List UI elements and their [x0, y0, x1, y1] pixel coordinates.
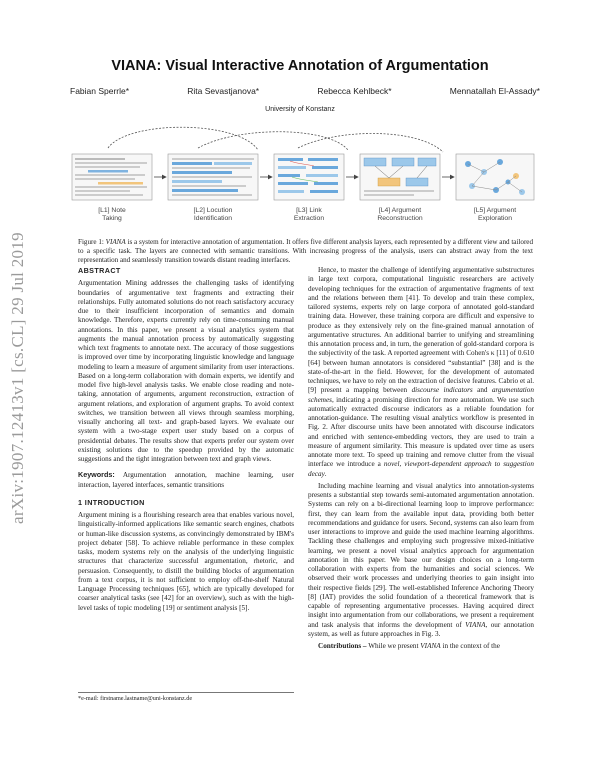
abstract-heading: ABSTRACT — [78, 266, 121, 275]
author: Rita Sevastjanova* — [187, 86, 260, 96]
figure-caption — [78, 238, 533, 266]
keywords-label: Keywords: — [78, 470, 115, 480]
layer-label: Extraction — [293, 215, 325, 222]
author-list — [70, 86, 540, 96]
paper-title: VIANA: Visual Interactive Annotation of Argumentation — [111, 58, 489, 74]
contributions-paragraph: Contributions – While we present VIANA in the context of the — [318, 642, 500, 650]
system-name: VIANA — [105, 238, 126, 246]
layer-view-locution-identification — [168, 154, 258, 200]
author: Rebecca Kehlbeck* — [317, 86, 392, 96]
keywords — [78, 470, 294, 490]
abstract-text: Argumentation Mining addresses the challenging tasks of identifying boundaries of argumentative text fragments and extracting their relationships. Fully automated solutions do not reach satisfactory accuracy due to their insufficient incorporation of semantics and domain knowledge. Therefore, experts currently rely on time-consuming manual annotations. In this paper, we present a visual analytics system that augments the manual annotation process by automatically suggesting which text fragments to annotate next. The accuracy of those suggestions is improved over time by incorporating linguistic knowledge and language modeling to learn a measure of argument similarity from user interactions. Based on a long-term collaboration with domain experts, we identify and model five high-level analysis tasks. We enable close reading and note-taking, annotation of arguments, argument reconstruction, extraction of argument relations, and exploration of argument graphs. To avoid context switches, we transition between all views through seamless morphing, visually anchoring all text- and graph-based layers. We evaluate our system with a two-stage expert user study based on a corpus of presidential debates. The results show that experts prefer our system over existing solutions due to the speedup provided by the automatic suggestions and the tight integration between text and graph views. — [78, 279, 294, 463]
layer-label: Taking — [102, 215, 122, 222]
arxiv-sidebar-stamp — [6, 180, 30, 580]
intro-paragraph: Argument mining is a flourishing research area that enables various novel, linguistically-informed applications like semantic search engines, chatbots or human-like discussion systems, as convincingly demonstrated by IBM's project debater [58]. To achieve reliable performance in these complex tasks, modern systems rely on the analysis of the underlying linguistic structures that characterize successful argumentation, rhetoric, and persuasion. Consequently, to distill the building blocks of argumentation from a text corpus, it is not sufficient to employ off-the-shelf Natural Language Processing techniques [65], which are typically developed for coarser analytical tasks (see [42] for an overview), such as with the high-level tasks of topic modeling [19] or sentiment analysis [5]. — [78, 511, 294, 612]
right-column — [308, 266, 534, 651]
layer-label: [L1] Note — [98, 207, 126, 214]
layer-view-link-extraction — [274, 154, 344, 200]
layer-label: [L4] Argument — [378, 207, 422, 214]
caption-label: Figure 1: — [78, 238, 106, 246]
left-column — [78, 266, 294, 613]
layer-label: [L3] Link — [296, 207, 322, 214]
layer-label: [L2] Locution — [193, 207, 233, 214]
affiliation: University of Konstanz — [265, 106, 335, 113]
intro-heading: 1 INTRODUCTION — [78, 497, 145, 507]
layer-view-note-taking — [72, 154, 152, 200]
transition-arc — [198, 132, 348, 150]
footnote: *e-mail: firstname.lastname@uni-konstanz.de — [78, 692, 294, 702]
layer-view-argument-exploration — [456, 154, 534, 200]
caption-text: is a system for interactive annotation of argumentation. It offers five different analysis layers, each represented by a different view and tailored to a specific task. The layers are connected with semantic transitions. With increasing progress of the analysis, users can abstract away from the text representation and seamlessly transition towards distant reading interfaces. — [78, 238, 534, 265]
layer-label: [L5] Argument — [473, 207, 517, 214]
keywords-text: Argumentation annotation, machine learning, user interaction, layered interfaces, semantic transitions — [78, 471, 294, 489]
teaser-figure — [68, 120, 538, 230]
body-paragraph: Hence, to master the challenge of identifying argumentative substructures in large text corpora, computational linguistic researchers are actively developing techniques for the extraction of argumentative fragments of text and the relations between them [41]. To develop and train these complex, tailored systems, experts rely on large corpora of annotated gold-standard training data. However, these training corpora are difficult and expensive to produce as they extensively rely on the fine-grained manual annotation of argumentative structures. An additional barrier to unifying and streamlining this annotation process and, in turn, the generation of gold-standard corpora is the subjectivity of the task. A reported agreement with Cohen's κ [11] of 0.610 [64] between human annotators is considered “substantial” [38] and is the state-of-the-art in the field. However, for the development of automated techniques, we have to rely on the extraction of decisive features. Cabrio et al. [9] present a mapping between discourse indicators and argumentation schemes, indicating a promising direction for more automation. We use such automatically extracted discourse indicators as a reliable foundation for annotation-guidance. The resulting visual analytics workflow is presented in Fig. 2. After discourse units have been annotated with discourse indicators and enriched with sentence-embedding vectors, they are used to train a measure of argument similarity. This measure is updated over time as users annotate more text. To speed up training and remove clutter from the visual interface we introduce a novel, viewport-dependent approach to suggestion decay. — [308, 266, 534, 478]
layer-label: Exploration — [477, 215, 513, 222]
body-paragraph: Including machine learning and visual analytics into annotation-systems presents a substantial step towards semi-automated argumentation annotation. Systems can rely on a bi-directional learning loop to improve performance: first, they can learn from the available input data, providing both better recommendations and guidance for users. Second, systems can also learn from user interactions to improve and guide the used machine learning algorithms. Tackling these challenges and employing such progressive mixed-initiative learning, we present a novel visual analytics approach for argumentation annotation in this paper. We base our design choices on a long-term collaboration with experts from the humanities and social sciences. We observed their work processes and underlying theories to gain insight into their respective fields [29]. The well-established Inference Anchoring Theory [8] (IAT) provides the solid foundation of a theoretical framework that is capable of representing argumentative processes. Having acquired direct insight into argumentation from our collaborations, we present a requirement and task analysis that informs the development of VIANA, our annotation system, as well as future approaches in Fig. 3. — [308, 481, 535, 638]
layer-view-argument-reconstruction — [360, 154, 440, 200]
author: Mennatallah El-Assady* — [449, 86, 540, 96]
arxiv-id: arXiv:1907.12413v1 [cs.CL] 29 Jul 2019 — [8, 232, 27, 524]
transition-arc — [108, 127, 258, 150]
layer-label: Reconstruction — [377, 215, 423, 222]
author: Fabian Sperrle* — [70, 86, 130, 96]
layer-label: Identification — [193, 215, 233, 222]
